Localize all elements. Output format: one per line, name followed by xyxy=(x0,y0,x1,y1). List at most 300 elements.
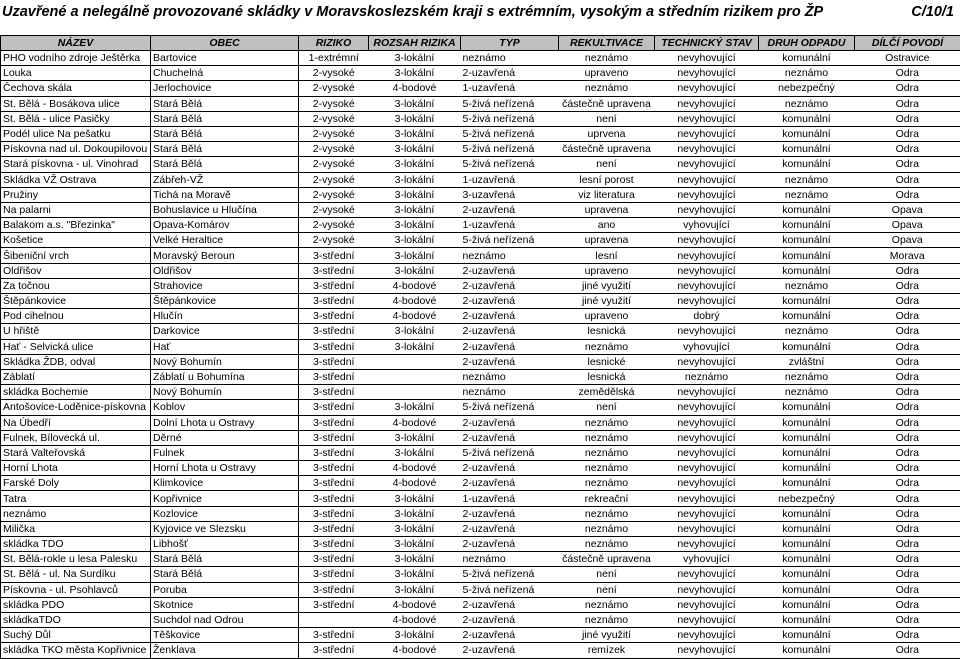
cell-rekultivace: neznámo xyxy=(559,81,655,96)
cell-riziko: 2-vysoké xyxy=(299,233,369,248)
cell-rozsah-rizika: 3-lokální xyxy=(369,157,461,172)
cell-dilci-povodi: Odra xyxy=(855,157,960,172)
cell-dilci-povodi: Odra xyxy=(855,612,960,627)
cell-nazev: skládka TKO města Kopřivnice xyxy=(1,643,151,658)
cell-nazev: St. Bělá - Bosákova ulice xyxy=(1,96,151,111)
cell-nazev: Pružiny xyxy=(1,187,151,202)
cell-obec: Ženklava xyxy=(151,643,299,658)
table-row xyxy=(1,445,960,460)
cell-dilci-povodi: Odra xyxy=(855,294,960,309)
cell-technicky-stav: nevyhovující xyxy=(655,430,759,445)
cell-obec: Koblov xyxy=(151,400,299,415)
cell-typ: 5-živá neřízená xyxy=(461,111,559,126)
cell-technicky-stav: nevyhovující xyxy=(655,233,759,248)
cell-rekultivace: neznámo xyxy=(559,461,655,476)
cell-dilci-povodi: Odra xyxy=(855,187,960,202)
cell-dilci-povodi: Odra xyxy=(855,445,960,460)
cell-obec: Kyjovice ve Slezsku xyxy=(151,521,299,536)
cell-nazev: Čechova skála xyxy=(1,81,151,96)
cell-obec: Fulnek xyxy=(151,445,299,460)
header-dilci-povodi: DÍLČÍ POVODÍ xyxy=(855,36,960,51)
cell-dilci-povodi: Odra xyxy=(855,278,960,293)
cell-dilci-povodi: Odra xyxy=(855,81,960,96)
cell-nazev: Podél ulice Na pešatku xyxy=(1,126,151,141)
cell-rekultivace: viz literatura xyxy=(559,187,655,202)
cell-rozsah-rizika: 3-lokální xyxy=(369,400,461,415)
cell-riziko: 3-střední xyxy=(299,521,369,536)
cell-nazev: Na Úbedří xyxy=(1,415,151,430)
cell-druh-odpadu: komunální xyxy=(759,430,855,445)
header-nazev: NÁZEV xyxy=(1,36,151,51)
cell-rozsah-rizika: 4-bodové xyxy=(369,309,461,324)
cell-typ: neznámo xyxy=(461,369,559,384)
table-row xyxy=(1,430,960,445)
cell-druh-odpadu: komunální xyxy=(759,597,855,612)
cell-dilci-povodi: Odra xyxy=(855,506,960,521)
cell-obec: Stará Bělá xyxy=(151,552,299,567)
cell-rekultivace: ano xyxy=(559,218,655,233)
cell-rozsah-rizika: 4-bodové xyxy=(369,476,461,491)
cell-druh-odpadu: komunální xyxy=(759,202,855,217)
cell-druh-odpadu: neznámo xyxy=(759,278,855,293)
cell-riziko: 3-střední xyxy=(299,461,369,476)
cell-rozsah-rizika: 3-lokální xyxy=(369,552,461,567)
cell-riziko: 2-vysoké xyxy=(299,126,369,141)
cell-obec: Bartovice xyxy=(151,51,299,66)
cell-dilci-povodi: Odra xyxy=(855,324,960,339)
cell-dilci-povodi: Odra xyxy=(855,567,960,582)
cell-rekultivace: není xyxy=(559,567,655,582)
cell-technicky-stav: nevyhovující xyxy=(655,476,759,491)
cell-rekultivace: upraveno xyxy=(559,263,655,278)
cell-typ: 2-uzavřená xyxy=(461,506,559,521)
cell-typ: 1-uzavřená xyxy=(461,218,559,233)
cell-riziko: 2-vysoké xyxy=(299,187,369,202)
cell-riziko: 2-vysoké xyxy=(299,111,369,126)
cell-dilci-povodi: Opava xyxy=(855,202,960,217)
header-druh-odpadu: DRUH ODPADU xyxy=(759,36,855,51)
cell-typ: 2-uzavřená xyxy=(461,324,559,339)
table-row xyxy=(1,278,960,293)
cell-riziko: 2-vysoké xyxy=(299,218,369,233)
table-row xyxy=(1,491,960,506)
cell-rozsah-rizika: 3-lokální xyxy=(369,430,461,445)
cell-nazev: U hřiště xyxy=(1,324,151,339)
cell-typ: 2-uzavřená xyxy=(461,278,559,293)
cell-riziko: 3-střední xyxy=(299,339,369,354)
cell-dilci-povodi: Odra xyxy=(855,263,960,278)
cell-rekultivace: není xyxy=(559,582,655,597)
cell-nazev: PHO vodního zdroje Ještěrka xyxy=(1,51,151,66)
cell-rekultivace: upraveno xyxy=(559,309,655,324)
page-title: Uzavřené a nelegálně provozované skládky v Moravskoslezském kraji s extrémním, vysokým a středním rizikem pro ŽP xyxy=(2,4,823,20)
cell-dilci-povodi: Odra xyxy=(855,400,960,415)
cell-rekultivace: není xyxy=(559,400,655,415)
cell-rozsah-rizika: 3-lokální xyxy=(369,537,461,552)
cell-riziko: 3-střední xyxy=(299,248,369,263)
cell-rekultivace: jiné využití xyxy=(559,628,655,643)
cell-dilci-povodi: Odra xyxy=(855,628,960,643)
cell-obec: Poruba xyxy=(151,582,299,597)
cell-typ: 2-uzavřená xyxy=(461,430,559,445)
cell-technicky-stav: nevyhovující xyxy=(655,324,759,339)
cell-dilci-povodi: Odra xyxy=(855,172,960,187)
cell-druh-odpadu: komunální xyxy=(759,612,855,627)
cell-obec: Zábřeh-VŽ xyxy=(151,172,299,187)
cell-riziko: 2-vysoké xyxy=(299,66,369,81)
cell-technicky-stav: vyhovující xyxy=(655,218,759,233)
cell-rozsah-rizika: 4-bodové xyxy=(369,597,461,612)
cell-typ: 2-uzavřená xyxy=(461,643,559,658)
cell-rozsah-rizika: 3-lokální xyxy=(369,172,461,187)
cell-druh-odpadu: komunální xyxy=(759,157,855,172)
cell-obec: Stará Bělá xyxy=(151,96,299,111)
cell-typ: 2-uzavřená xyxy=(461,339,559,354)
cell-druh-odpadu: komunální xyxy=(759,537,855,552)
cell-druh-odpadu: komunální xyxy=(759,218,855,233)
cell-druh-odpadu: komunální xyxy=(759,521,855,536)
cell-rozsah-rizika: 3-lokální xyxy=(369,491,461,506)
cell-riziko: 3-střední xyxy=(299,400,369,415)
cell-nazev: Horní Lhota xyxy=(1,461,151,476)
cell-nazev: Milička xyxy=(1,521,151,536)
cell-riziko: 3-střední xyxy=(299,385,369,400)
table-header-row xyxy=(1,36,960,51)
cell-typ: 5-živá neřízená xyxy=(461,400,559,415)
cell-riziko: 3-střední xyxy=(299,552,369,567)
table-row xyxy=(1,294,960,309)
cell-riziko: 3-střední xyxy=(299,628,369,643)
cell-rekultivace: lesnické xyxy=(559,354,655,369)
cell-riziko: 3-střední xyxy=(299,430,369,445)
table-row xyxy=(1,476,960,491)
cell-rozsah-rizika: 4-bodové xyxy=(369,81,461,96)
cell-obec: Kozlovice xyxy=(151,506,299,521)
cell-riziko: 3-střední xyxy=(299,567,369,582)
cell-typ: neznámo xyxy=(461,385,559,400)
cell-druh-odpadu: komunální xyxy=(759,142,855,157)
cell-riziko: 3-střední xyxy=(299,582,369,597)
cell-rekultivace: neznámo xyxy=(559,537,655,552)
cell-dilci-povodi: Morava xyxy=(855,248,960,263)
cell-rozsah-rizika: 3-lokální xyxy=(369,233,461,248)
cell-obec: Stará Bělá xyxy=(151,157,299,172)
cell-technicky-stav: nevyhovující xyxy=(655,445,759,460)
cell-obec: Stará Bělá xyxy=(151,567,299,582)
table-row xyxy=(1,567,960,582)
cell-rozsah-rizika: 3-lokální xyxy=(369,218,461,233)
cell-technicky-stav: neznámo xyxy=(655,369,759,384)
cell-rekultivace: neznámo xyxy=(559,339,655,354)
cell-riziko: 3-střední xyxy=(299,643,369,658)
cell-technicky-stav: nevyhovující xyxy=(655,81,759,96)
cell-obec: Skotnice xyxy=(151,597,299,612)
cell-druh-odpadu: komunální xyxy=(759,476,855,491)
table-row xyxy=(1,521,960,536)
cell-riziko xyxy=(299,612,369,627)
cell-druh-odpadu: komunální xyxy=(759,628,855,643)
cell-druh-odpadu: komunální xyxy=(759,248,855,263)
cell-rekultivace: částečně upravena xyxy=(559,142,655,157)
cell-technicky-stav: nevyhovující xyxy=(655,506,759,521)
landfill-table xyxy=(0,35,960,659)
cell-rekultivace: jiné využití xyxy=(559,294,655,309)
table-row xyxy=(1,461,960,476)
table-row xyxy=(1,309,960,324)
cell-rozsah-rizika: 4-bodové xyxy=(369,461,461,476)
cell-obec: Záblatí u Bohumína xyxy=(151,369,299,384)
cell-typ: neznámo xyxy=(461,552,559,567)
cell-technicky-stav: nevyhovující xyxy=(655,597,759,612)
cell-rozsah-rizika: 4-bodové xyxy=(369,415,461,430)
cell-rekultivace: lesnická xyxy=(559,324,655,339)
table-row xyxy=(1,126,960,141)
document-code: C/10/1 xyxy=(911,4,954,20)
cell-typ: 2-uzavřená xyxy=(461,294,559,309)
cell-rekultivace: rekreační xyxy=(559,491,655,506)
cell-druh-odpadu: komunální xyxy=(759,233,855,248)
cell-typ: 2-uzavřená xyxy=(461,628,559,643)
table-row xyxy=(1,354,960,369)
cell-rekultivace: částečně upravena xyxy=(559,552,655,567)
cell-obec: Hlučín xyxy=(151,309,299,324)
cell-druh-odpadu: komunální xyxy=(759,506,855,521)
cell-rekultivace: částečně upravena xyxy=(559,96,655,111)
cell-dilci-povodi: Odra xyxy=(855,521,960,536)
cell-nazev: Oldřišov xyxy=(1,263,151,278)
cell-technicky-stav: nevyhovující xyxy=(655,582,759,597)
cell-technicky-stav: nevyhovující xyxy=(655,385,759,400)
cell-typ: 2-uzavřená xyxy=(461,476,559,491)
cell-riziko: 3-střední xyxy=(299,369,369,384)
cell-rozsah-rizika: 3-lokální xyxy=(369,248,461,263)
cell-nazev: Pískovna nad ul. Dokoupilovou xyxy=(1,142,151,157)
cell-rekultivace: neznámo xyxy=(559,51,655,66)
cell-typ: 2-uzavřená xyxy=(461,537,559,552)
cell-druh-odpadu: komunální xyxy=(759,582,855,597)
cell-riziko: 2-vysoké xyxy=(299,172,369,187)
table-body xyxy=(1,51,960,659)
cell-rozsah-rizika: 3-lokální xyxy=(369,506,461,521)
cell-typ: 3-uzavřená xyxy=(461,187,559,202)
cell-nazev: skládkaTDO xyxy=(1,612,151,627)
cell-nazev: Košetice xyxy=(1,233,151,248)
cell-dilci-povodi: Odra xyxy=(855,582,960,597)
cell-obec: Hať xyxy=(151,339,299,354)
cell-typ: 2-uzavřená xyxy=(461,415,559,430)
table-row xyxy=(1,187,960,202)
cell-druh-odpadu: nebezpečný xyxy=(759,81,855,96)
cell-nazev: Tatra xyxy=(1,491,151,506)
cell-technicky-stav: nevyhovující xyxy=(655,66,759,81)
cell-druh-odpadu: komunální xyxy=(759,643,855,658)
cell-technicky-stav: nevyhovující xyxy=(655,96,759,111)
cell-druh-odpadu: komunální xyxy=(759,51,855,66)
cell-obec: Opava-Komárov xyxy=(151,218,299,233)
cell-riziko: 3-střední xyxy=(299,537,369,552)
cell-riziko: 2-vysoké xyxy=(299,157,369,172)
cell-rozsah-rizika: 3-lokální xyxy=(369,582,461,597)
cell-rozsah-rizika: 3-lokální xyxy=(369,96,461,111)
cell-technicky-stav: nevyhovující xyxy=(655,51,759,66)
table-row xyxy=(1,597,960,612)
cell-technicky-stav: nevyhovující xyxy=(655,567,759,582)
cell-nazev: Farské Doly xyxy=(1,476,151,491)
cell-riziko: 2-vysoké xyxy=(299,96,369,111)
cell-rekultivace: neznámo xyxy=(559,476,655,491)
cell-rekultivace: neznámo xyxy=(559,597,655,612)
cell-technicky-stav: nevyhovující xyxy=(655,142,759,157)
table-row xyxy=(1,385,960,400)
cell-riziko: 3-střední xyxy=(299,309,369,324)
cell-technicky-stav: nevyhovující xyxy=(655,187,759,202)
cell-obec: Stará Bělá xyxy=(151,111,299,126)
cell-riziko: 2-vysoké xyxy=(299,202,369,217)
cell-obec: Bohuslavice u Hlučína xyxy=(151,202,299,217)
cell-typ: 2-uzavřená xyxy=(461,597,559,612)
cell-riziko: 3-střední xyxy=(299,476,369,491)
cell-rozsah-rizika: 3-lokální xyxy=(369,126,461,141)
table-row xyxy=(1,96,960,111)
table-row xyxy=(1,263,960,278)
cell-dilci-povodi: Odra xyxy=(855,476,960,491)
cell-typ: neznámo xyxy=(461,51,559,66)
cell-technicky-stav: nevyhovující xyxy=(655,172,759,187)
cell-obec: Horní Lhota u Ostravy xyxy=(151,461,299,476)
cell-rekultivace: neznámo xyxy=(559,521,655,536)
cell-rozsah-rizika: 3-lokální xyxy=(369,628,461,643)
cell-rozsah-rizika xyxy=(369,369,461,384)
cell-rozsah-rizika xyxy=(369,354,461,369)
table-row xyxy=(1,233,960,248)
cell-typ: 2-uzavřená xyxy=(461,309,559,324)
cell-typ: 5-živá neřízená xyxy=(461,582,559,597)
cell-technicky-stav: nevyhovující xyxy=(655,278,759,293)
cell-nazev: St. Bělá - ul. Na Surdíku xyxy=(1,567,151,582)
cell-druh-odpadu: zvláštní xyxy=(759,354,855,369)
cell-technicky-stav: vyhovující xyxy=(655,339,759,354)
table-row xyxy=(1,369,960,384)
header-typ: TYP xyxy=(461,36,559,51)
cell-druh-odpadu: neznámo xyxy=(759,66,855,81)
cell-rekultivace: není xyxy=(559,111,655,126)
cell-typ: 2-uzavřená xyxy=(461,521,559,536)
cell-technicky-stav: nevyhovující xyxy=(655,263,759,278)
cell-rozsah-rizika: 3-lokální xyxy=(369,339,461,354)
table-row xyxy=(1,506,960,521)
cell-riziko: 3-střední xyxy=(299,491,369,506)
cell-obec: Velké Heraltice xyxy=(151,233,299,248)
cell-nazev: Na palarni xyxy=(1,202,151,217)
cell-rekultivace: lesní xyxy=(559,248,655,263)
cell-riziko: 3-střední xyxy=(299,294,369,309)
cell-druh-odpadu: komunální xyxy=(759,445,855,460)
table-row xyxy=(1,400,960,415)
cell-dilci-povodi: Opava xyxy=(855,218,960,233)
cell-rozsah-rizika: 4-bodové xyxy=(369,278,461,293)
cell-typ: 5-živá neřízená xyxy=(461,233,559,248)
cell-nazev: Šibeniční vrch xyxy=(1,248,151,263)
header-obec: OBEC xyxy=(151,36,299,51)
table-row xyxy=(1,66,960,81)
cell-obec: Stará Bělá xyxy=(151,142,299,157)
cell-typ: 5-živá neřízená xyxy=(461,96,559,111)
cell-technicky-stav: nevyhovující xyxy=(655,643,759,658)
cell-nazev: Skládka ŽDB, odval xyxy=(1,354,151,369)
table-row xyxy=(1,248,960,263)
cell-technicky-stav: nevyhovující xyxy=(655,157,759,172)
cell-typ: 1-uzavřená xyxy=(461,491,559,506)
cell-dilci-povodi: Opava xyxy=(855,233,960,248)
cell-nazev: Hať - Selvická ulice xyxy=(1,339,151,354)
cell-rozsah-rizika: 3-lokální xyxy=(369,263,461,278)
cell-dilci-povodi: Odra xyxy=(855,430,960,445)
cell-nazev: Stará pískovna - ul. Vinohrad xyxy=(1,157,151,172)
table-row xyxy=(1,202,960,217)
cell-rekultivace: lesní porost xyxy=(559,172,655,187)
cell-typ: neznámo xyxy=(461,248,559,263)
cell-druh-odpadu: komunální xyxy=(759,294,855,309)
cell-nazev: Štěpánkovice xyxy=(1,294,151,309)
header-rekultivace: REKULTIVACE xyxy=(559,36,655,51)
cell-dilci-povodi: Odra xyxy=(855,66,960,81)
cell-dilci-povodi: Odra xyxy=(855,552,960,567)
cell-obec: Děrné xyxy=(151,430,299,445)
table-row xyxy=(1,81,960,96)
cell-obec: Tichá na Moravě xyxy=(151,187,299,202)
cell-rekultivace: upraveno xyxy=(559,66,655,81)
table-row xyxy=(1,537,960,552)
cell-rekultivace: neznámo xyxy=(559,612,655,627)
cell-obec: Dolní Lhota u Ostravy xyxy=(151,415,299,430)
cell-obec: Libhošť xyxy=(151,537,299,552)
cell-obec: Kopřivnice xyxy=(151,491,299,506)
cell-obec: Chuchelná xyxy=(151,66,299,81)
table-row xyxy=(1,51,960,66)
cell-rekultivace: není xyxy=(559,157,655,172)
cell-technicky-stav: nevyhovující xyxy=(655,537,759,552)
cell-dilci-povodi: Odra xyxy=(855,142,960,157)
cell-dilci-povodi: Odra xyxy=(855,369,960,384)
table-row xyxy=(1,643,960,658)
table-row xyxy=(1,552,960,567)
table-row xyxy=(1,142,960,157)
cell-rozsah-rizika: 3-lokální xyxy=(369,51,461,66)
cell-dilci-povodi: Odra xyxy=(855,354,960,369)
cell-druh-odpadu: neznámo xyxy=(759,96,855,111)
table-row xyxy=(1,339,960,354)
cell-typ: 2-uzavřená xyxy=(461,461,559,476)
cell-dilci-povodi: Ostravice xyxy=(855,51,960,66)
cell-technicky-stav: nevyhovující xyxy=(655,628,759,643)
cell-riziko: 3-střední xyxy=(299,278,369,293)
cell-technicky-stav: nevyhovující xyxy=(655,415,759,430)
cell-typ: 5-živá neřízená xyxy=(461,445,559,460)
cell-technicky-stav: nevyhovující xyxy=(655,461,759,476)
cell-dilci-povodi: Odra xyxy=(855,309,960,324)
cell-obec: Klimkovice xyxy=(151,476,299,491)
header-riziko: RIZIKO xyxy=(299,36,369,51)
cell-nazev: St. Bělá - ulice Pasičky xyxy=(1,111,151,126)
cell-dilci-povodi: Odra xyxy=(855,111,960,126)
cell-druh-odpadu: komunální xyxy=(759,567,855,582)
cell-typ: 2-uzavřená xyxy=(461,263,559,278)
title-bar xyxy=(0,0,960,30)
cell-nazev: skládka Bochemie xyxy=(1,385,151,400)
cell-nazev: Záblatí xyxy=(1,369,151,384)
cell-nazev: Antošovice-Loděnice-pískovna xyxy=(1,400,151,415)
table-row xyxy=(1,582,960,597)
